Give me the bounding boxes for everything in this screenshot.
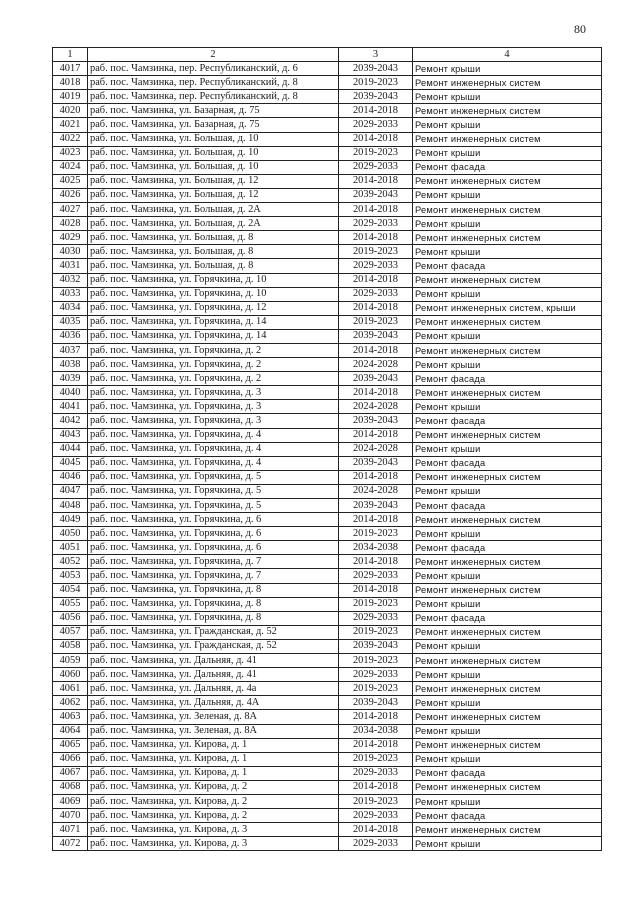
row-number-cell: 4033 xyxy=(53,287,88,301)
work-type-cell: Ремонт фасада xyxy=(413,499,602,513)
work-type-cell: Ремонт инженерных систем xyxy=(413,343,602,357)
row-number-cell: 4019 xyxy=(53,90,88,104)
work-type-cell: Ремонт крыши xyxy=(413,62,602,76)
table-row xyxy=(53,104,602,118)
table-row xyxy=(53,696,602,710)
work-type-cell: Ремонт инженерных систем xyxy=(413,654,602,668)
column-header: 1 xyxy=(53,48,88,62)
row-number-cell: 4028 xyxy=(53,217,88,231)
work-type-cell: Ремонт инженерных систем xyxy=(413,273,602,287)
address-cell: раб. пос. Чамзинка, ул. Горячкина, д. 6 xyxy=(88,513,339,527)
period-cell: 2034-2038 xyxy=(339,541,413,555)
table-row xyxy=(53,62,602,76)
work-type-cell: Ремонт крыши xyxy=(413,245,602,259)
table-row xyxy=(53,654,602,668)
address-cell: раб. пос. Чамзинка, ул. Горячкина, д. 3 xyxy=(88,386,339,400)
table-row xyxy=(53,90,602,104)
row-number-cell: 4057 xyxy=(53,625,88,639)
work-type-cell: Ремонт фасада xyxy=(413,160,602,174)
row-number-cell: 4024 xyxy=(53,160,88,174)
work-type-cell: Ремонт фасада xyxy=(413,766,602,780)
table-row xyxy=(53,611,602,625)
address-cell: раб. пос. Чамзинка, ул. Горячкина, д. 3 xyxy=(88,400,339,414)
row-number-cell: 4055 xyxy=(53,597,88,611)
work-type-cell: Ремонт инженерных систем xyxy=(413,104,602,118)
table-row xyxy=(53,259,602,273)
period-cell: 2014-2018 xyxy=(339,231,413,245)
work-type-cell: Ремонт крыши xyxy=(413,639,602,653)
row-number-cell: 4045 xyxy=(53,456,88,470)
work-type-cell: Ремонт крыши xyxy=(413,358,602,372)
row-number-cell: 4067 xyxy=(53,766,88,780)
table-row xyxy=(53,569,602,583)
address-cell: раб. пос. Чамзинка, пер. Республиканский, д. 8 xyxy=(88,90,339,104)
row-number-cell: 4032 xyxy=(53,273,88,287)
table-row xyxy=(53,174,602,188)
address-cell: раб. пос. Чамзинка, ул. Базарная, д. 75 xyxy=(88,104,339,118)
period-cell: 2039-2043 xyxy=(339,414,413,428)
address-cell: раб. пос. Чамзинка, ул. Горячкина, д. 5 xyxy=(88,470,339,484)
work-type-cell: Ремонт инженерных систем xyxy=(413,231,602,245)
work-type-cell: Ремонт крыши xyxy=(413,442,602,456)
work-type-cell: Ремонт крыши xyxy=(413,569,602,583)
row-number-cell: 4048 xyxy=(53,499,88,513)
table-row xyxy=(53,358,602,372)
table-row xyxy=(53,76,602,90)
table-row xyxy=(53,287,602,301)
row-number-cell: 4037 xyxy=(53,343,88,357)
table-row xyxy=(53,343,602,357)
period-cell: 2019-2023 xyxy=(339,245,413,259)
address-cell: раб. пос. Чамзинка, ул. Кирова, д. 3 xyxy=(88,837,339,851)
address-cell: раб. пос. Чамзинка, ул. Кирова, д. 1 xyxy=(88,766,339,780)
period-cell: 2014-2018 xyxy=(339,273,413,287)
work-type-cell: Ремонт крыши xyxy=(413,837,602,851)
row-number-cell: 4022 xyxy=(53,132,88,146)
period-cell: 2014-2018 xyxy=(339,780,413,794)
work-type-cell: Ремонт фасада xyxy=(413,611,602,625)
address-cell: раб. пос. Чамзинка, ул. Дальняя, д. 41 xyxy=(88,654,339,668)
address-cell: раб. пос. Чамзинка, ул. Дальняя, д. 41 xyxy=(88,668,339,682)
work-type-cell: Ремонт крыши xyxy=(413,329,602,343)
table-body xyxy=(53,62,602,851)
period-cell: 2019-2023 xyxy=(339,146,413,160)
period-cell: 2029-2033 xyxy=(339,259,413,273)
work-type-cell: Ремонт крыши xyxy=(413,287,602,301)
table-row xyxy=(53,160,602,174)
address-cell: раб. пос. Чамзинка, ул. Большая, д. 8 xyxy=(88,259,339,273)
table-row xyxy=(53,217,602,231)
period-cell: 2039-2043 xyxy=(339,639,413,653)
row-number-cell: 4071 xyxy=(53,823,88,837)
work-type-cell: Ремонт инженерных систем xyxy=(413,583,602,597)
row-number-cell: 4023 xyxy=(53,146,88,160)
period-cell: 2014-2018 xyxy=(339,386,413,400)
row-number-cell: 4064 xyxy=(53,724,88,738)
table-row xyxy=(53,301,602,315)
work-type-cell: Ремонт фасада xyxy=(413,456,602,470)
table-row xyxy=(53,823,602,837)
work-type-cell: Ремонт инженерных систем xyxy=(413,76,602,90)
table-row xyxy=(53,724,602,738)
row-number-cell: 4062 xyxy=(53,696,88,710)
period-cell: 2014-2018 xyxy=(339,174,413,188)
work-type-cell: Ремонт крыши xyxy=(413,484,602,498)
address-cell: раб. пос. Чамзинка, ул. Большая, д. 2А xyxy=(88,203,339,217)
work-type-cell: Ремонт крыши xyxy=(413,597,602,611)
table-row xyxy=(53,442,602,456)
address-cell: раб. пос. Чамзинка, ул. Горячкина, д. 12 xyxy=(88,301,339,315)
work-type-cell: Ремонт фасада xyxy=(413,541,602,555)
repair-schedule-table xyxy=(52,47,602,851)
period-cell: 2014-2018 xyxy=(339,203,413,217)
table-row xyxy=(53,738,602,752)
work-type-cell: Ремонт фасада xyxy=(413,414,602,428)
period-cell: 2019-2023 xyxy=(339,794,413,808)
period-cell: 2029-2033 xyxy=(339,160,413,174)
period-cell: 2039-2043 xyxy=(339,456,413,470)
address-cell: раб. пос. Чамзинка, ул. Горячкина, д. 2 xyxy=(88,372,339,386)
row-number-cell: 4021 xyxy=(53,118,88,132)
row-number-cell: 4018 xyxy=(53,76,88,90)
period-cell: 2014-2018 xyxy=(339,583,413,597)
table-row xyxy=(53,456,602,470)
row-number-cell: 4036 xyxy=(53,329,88,343)
row-number-cell: 4065 xyxy=(53,738,88,752)
work-type-cell: Ремонт крыши xyxy=(413,146,602,160)
column-header: 4 xyxy=(413,48,602,62)
period-cell: 2039-2043 xyxy=(339,329,413,343)
work-type-cell: Ремонт крыши xyxy=(413,794,602,808)
address-cell: раб. пос. Чамзинка, ул. Зеленая, д. 8А xyxy=(88,724,339,738)
row-number-cell: 4061 xyxy=(53,682,88,696)
period-cell: 2014-2018 xyxy=(339,823,413,837)
period-cell: 2039-2043 xyxy=(339,62,413,76)
address-cell: раб. пос. Чамзинка, ул. Гражданская, д. 52 xyxy=(88,639,339,653)
address-cell: раб. пос. Чамзинка, ул. Зеленая, д. 8А xyxy=(88,710,339,724)
work-type-cell: Ремонт фасада xyxy=(413,809,602,823)
row-number-cell: 4058 xyxy=(53,639,88,653)
table-row xyxy=(53,541,602,555)
work-type-cell: Ремонт инженерных систем xyxy=(413,738,602,752)
work-type-cell: Ремонт инженерных систем xyxy=(413,555,602,569)
period-cell: 2024-2028 xyxy=(339,442,413,456)
row-number-cell: 4060 xyxy=(53,668,88,682)
table-row xyxy=(53,315,602,329)
table-row xyxy=(53,527,602,541)
table-row xyxy=(53,555,602,569)
row-number-cell: 4068 xyxy=(53,780,88,794)
row-number-cell: 4026 xyxy=(53,188,88,202)
work-type-cell: Ремонт инженерных систем xyxy=(413,710,602,724)
work-type-cell: Ремонт фасада xyxy=(413,372,602,386)
period-cell: 2039-2043 xyxy=(339,90,413,104)
table-row xyxy=(53,146,602,160)
table-row xyxy=(53,400,602,414)
row-number-cell: 4038 xyxy=(53,358,88,372)
row-number-cell: 4042 xyxy=(53,414,88,428)
period-cell: 2019-2023 xyxy=(339,654,413,668)
period-cell: 2029-2033 xyxy=(339,837,413,851)
table-row xyxy=(53,414,602,428)
work-type-cell: Ремонт фасада xyxy=(413,259,602,273)
work-type-cell: Ремонт инженерных систем xyxy=(413,625,602,639)
row-number-cell: 4050 xyxy=(53,527,88,541)
work-type-cell: Ремонт инженерных систем xyxy=(413,823,602,837)
period-cell: 2014-2018 xyxy=(339,104,413,118)
table-row xyxy=(53,273,602,287)
address-cell: раб. пос. Чамзинка, ул. Горячкина, д. 3 xyxy=(88,414,339,428)
period-cell: 2014-2018 xyxy=(339,738,413,752)
work-type-cell: Ремонт инженерных систем xyxy=(413,780,602,794)
table-row xyxy=(53,188,602,202)
period-cell: 2019-2023 xyxy=(339,597,413,611)
period-cell: 2034-2038 xyxy=(339,724,413,738)
address-cell: раб. пос. Чамзинка, ул. Дальняя, д. 4а xyxy=(88,682,339,696)
period-cell: 2014-2018 xyxy=(339,428,413,442)
row-number-cell: 4056 xyxy=(53,611,88,625)
period-cell: 2019-2023 xyxy=(339,752,413,766)
table-row xyxy=(53,386,602,400)
period-cell: 2014-2018 xyxy=(339,132,413,146)
work-type-cell: Ремонт инженерных систем xyxy=(413,513,602,527)
table-row xyxy=(53,597,602,611)
table-header-row xyxy=(53,48,602,62)
address-cell: раб. пос. Чамзинка, ул. Большая, д. 12 xyxy=(88,174,339,188)
table-row xyxy=(53,245,602,259)
period-cell: 2029-2033 xyxy=(339,569,413,583)
work-type-cell: Ремонт крыши xyxy=(413,668,602,682)
address-cell: раб. пос. Чамзинка, ул. Кирова, д. 2 xyxy=(88,794,339,808)
address-cell: раб. пос. Чамзинка, ул. Горячкина, д. 8 xyxy=(88,597,339,611)
page-number: 80 xyxy=(574,22,586,36)
work-type-cell: Ремонт крыши xyxy=(413,724,602,738)
address-cell: раб. пос. Чамзинка, ул. Кирова, д. 2 xyxy=(88,809,339,823)
address-cell: раб. пос. Чамзинка, ул. Горячкина, д. 2 xyxy=(88,343,339,357)
address-cell: раб. пос. Чамзинка, ул. Горячкина, д. 10 xyxy=(88,273,339,287)
period-cell: 2029-2033 xyxy=(339,287,413,301)
address-cell: раб. пос. Чамзинка, ул. Горячкина, д. 2 xyxy=(88,358,339,372)
period-cell: 2014-2018 xyxy=(339,555,413,569)
table-row xyxy=(53,625,602,639)
period-cell: 2039-2043 xyxy=(339,188,413,202)
address-cell: раб. пос. Чамзинка, ул. Большая, д. 10 xyxy=(88,146,339,160)
row-number-cell: 4047 xyxy=(53,484,88,498)
row-number-cell: 4043 xyxy=(53,428,88,442)
row-number-cell: 4046 xyxy=(53,470,88,484)
address-cell: раб. пос. Чамзинка, ул. Гражданская, д. 52 xyxy=(88,625,339,639)
table-row xyxy=(53,668,602,682)
address-cell: раб. пос. Чамзинка, ул. Горячкина, д. 6 xyxy=(88,541,339,555)
address-cell: раб. пос. Чамзинка, ул. Горячкина, д. 7 xyxy=(88,569,339,583)
table-row xyxy=(53,132,602,146)
row-number-cell: 4063 xyxy=(53,710,88,724)
work-type-cell: Ремонт крыши xyxy=(413,90,602,104)
period-cell: 2039-2043 xyxy=(339,499,413,513)
address-cell: раб. пос. Чамзинка, ул. Горячкина, д. 14 xyxy=(88,329,339,343)
column-header: 2 xyxy=(88,48,339,62)
address-cell: раб. пос. Чамзинка, ул. Горячкина, д. 5 xyxy=(88,499,339,513)
table-row xyxy=(53,484,602,498)
address-cell: раб. пос. Чамзинка, ул. Горячкина, д. 8 xyxy=(88,611,339,625)
row-number-cell: 4059 xyxy=(53,654,88,668)
work-type-cell: Ремонт крыши xyxy=(413,752,602,766)
row-number-cell: 4041 xyxy=(53,400,88,414)
table-row xyxy=(53,203,602,217)
table-row xyxy=(53,837,602,851)
table-row xyxy=(53,118,602,132)
work-type-cell: Ремонт крыши xyxy=(413,527,602,541)
address-cell: раб. пос. Чамзинка, ул. Горячкина, д. 5 xyxy=(88,484,339,498)
row-number-cell: 4035 xyxy=(53,315,88,329)
row-number-cell: 4020 xyxy=(53,104,88,118)
work-type-cell: Ремонт инженерных систем xyxy=(413,470,602,484)
work-type-cell: Ремонт инженерных систем xyxy=(413,132,602,146)
period-cell: 2019-2023 xyxy=(339,315,413,329)
address-cell: раб. пос. Чамзинка, ул. Горячкина, д. 10 xyxy=(88,287,339,301)
address-cell: раб. пос. Чамзинка, ул. Кирова, д. 2 xyxy=(88,780,339,794)
period-cell: 2039-2043 xyxy=(339,696,413,710)
row-number-cell: 4017 xyxy=(53,62,88,76)
row-number-cell: 4054 xyxy=(53,583,88,597)
row-number-cell: 4072 xyxy=(53,837,88,851)
address-cell: раб. пос. Чамзинка, ул. Горячкина, д. 8 xyxy=(88,583,339,597)
table-row xyxy=(53,513,602,527)
table-row xyxy=(53,809,602,823)
work-type-cell: Ремонт крыши xyxy=(413,188,602,202)
table-row xyxy=(53,583,602,597)
row-number-cell: 4051 xyxy=(53,541,88,555)
row-number-cell: 4069 xyxy=(53,794,88,808)
address-cell: раб. пос. Чамзинка, ул. Большая, д. 8 xyxy=(88,245,339,259)
period-cell: 2024-2028 xyxy=(339,484,413,498)
address-cell: раб. пос. Чамзинка, ул. Большая, д. 12 xyxy=(88,188,339,202)
period-cell: 2019-2023 xyxy=(339,527,413,541)
address-cell: раб. пос. Чамзинка, ул. Горячкина, д. 4 xyxy=(88,456,339,470)
work-type-cell: Ремонт крыши xyxy=(413,696,602,710)
row-number-cell: 4027 xyxy=(53,203,88,217)
address-cell: раб. пос. Чамзинка, ул. Большая, д. 10 xyxy=(88,132,339,146)
table-row xyxy=(53,231,602,245)
period-cell: 2014-2018 xyxy=(339,470,413,484)
address-cell: раб. пос. Чамзинка, ул. Горячкина, д. 4 xyxy=(88,442,339,456)
address-cell: раб. пос. Чамзинка, ул. Горячкина, д. 4 xyxy=(88,428,339,442)
address-cell: раб. пос. Чамзинка, ул. Горячкина, д. 14 xyxy=(88,315,339,329)
row-number-cell: 4031 xyxy=(53,259,88,273)
address-cell: раб. пос. Чамзинка, ул. Кирова, д. 3 xyxy=(88,823,339,837)
work-type-cell: Ремонт крыши xyxy=(413,400,602,414)
work-type-cell: Ремонт инженерных систем xyxy=(413,386,602,400)
row-number-cell: 4040 xyxy=(53,386,88,400)
period-cell: 2014-2018 xyxy=(339,710,413,724)
address-cell: раб. пос. Чамзинка, ул. Кирова, д. 1 xyxy=(88,738,339,752)
work-type-cell: Ремонт инженерных систем xyxy=(413,174,602,188)
row-number-cell: 4025 xyxy=(53,174,88,188)
work-type-cell: Ремонт крыши xyxy=(413,118,602,132)
address-cell: раб. пос. Чамзинка, пер. Республиканский, д. 6 xyxy=(88,62,339,76)
table-row xyxy=(53,499,602,513)
period-cell: 2029-2033 xyxy=(339,668,413,682)
period-cell: 2029-2033 xyxy=(339,611,413,625)
period-cell: 2029-2033 xyxy=(339,118,413,132)
period-cell: 2014-2018 xyxy=(339,513,413,527)
row-number-cell: 4044 xyxy=(53,442,88,456)
period-cell: 2029-2033 xyxy=(339,766,413,780)
period-cell: 2019-2023 xyxy=(339,625,413,639)
table-row xyxy=(53,428,602,442)
row-number-cell: 4030 xyxy=(53,245,88,259)
work-type-cell: Ремонт инженерных систем xyxy=(413,203,602,217)
period-cell: 2019-2023 xyxy=(339,76,413,90)
period-cell: 2029-2033 xyxy=(339,217,413,231)
period-cell: 2024-2028 xyxy=(339,358,413,372)
table-row xyxy=(53,766,602,780)
period-cell: 2029-2033 xyxy=(339,809,413,823)
work-type-cell: Ремонт инженерных систем xyxy=(413,682,602,696)
column-header: 3 xyxy=(339,48,413,62)
table-row xyxy=(53,639,602,653)
address-cell: раб. пос. Чамзинка, ул. Большая, д. 10 xyxy=(88,160,339,174)
table-row xyxy=(53,752,602,766)
row-number-cell: 4066 xyxy=(53,752,88,766)
table-row xyxy=(53,682,602,696)
row-number-cell: 4049 xyxy=(53,513,88,527)
row-number-cell: 4070 xyxy=(53,809,88,823)
period-cell: 2024-2028 xyxy=(339,400,413,414)
address-cell: раб. пос. Чамзинка, пер. Республиканский, д. 8 xyxy=(88,76,339,90)
table-row xyxy=(53,372,602,386)
address-cell: раб. пос. Чамзинка, ул. Кирова, д. 1 xyxy=(88,752,339,766)
address-cell: раб. пос. Чамзинка, ул. Горячкина, д. 7 xyxy=(88,555,339,569)
work-type-cell: Ремонт инженерных систем xyxy=(413,428,602,442)
table-row xyxy=(53,794,602,808)
row-number-cell: 4053 xyxy=(53,569,88,583)
address-cell: раб. пос. Чамзинка, ул. Горячкина, д. 6 xyxy=(88,527,339,541)
table-row xyxy=(53,329,602,343)
work-type-cell: Ремонт инженерных систем xyxy=(413,315,602,329)
address-cell: раб. пос. Чамзинка, ул. Большая, д. 2А xyxy=(88,217,339,231)
row-number-cell: 4039 xyxy=(53,372,88,386)
period-cell: 2039-2043 xyxy=(339,372,413,386)
table-row xyxy=(53,780,602,794)
work-type-cell: Ремонт крыши xyxy=(413,217,602,231)
row-number-cell: 4029 xyxy=(53,231,88,245)
address-cell: раб. пос. Чамзинка, ул. Базарная, д. 75 xyxy=(88,118,339,132)
row-number-cell: 4034 xyxy=(53,301,88,315)
period-cell: 2019-2023 xyxy=(339,682,413,696)
row-number-cell: 4052 xyxy=(53,555,88,569)
work-type-cell: Ремонт инженерных систем, крыши xyxy=(413,301,602,315)
repair-schedule-table-container xyxy=(52,47,602,851)
period-cell: 2014-2018 xyxy=(339,343,413,357)
table-row xyxy=(53,710,602,724)
address-cell: раб. пос. Чамзинка, ул. Большая, д. 8 xyxy=(88,231,339,245)
address-cell: раб. пос. Чамзинка, ул. Дальняя, д. 4А xyxy=(88,696,339,710)
table-row xyxy=(53,470,602,484)
period-cell: 2014-2018 xyxy=(339,301,413,315)
